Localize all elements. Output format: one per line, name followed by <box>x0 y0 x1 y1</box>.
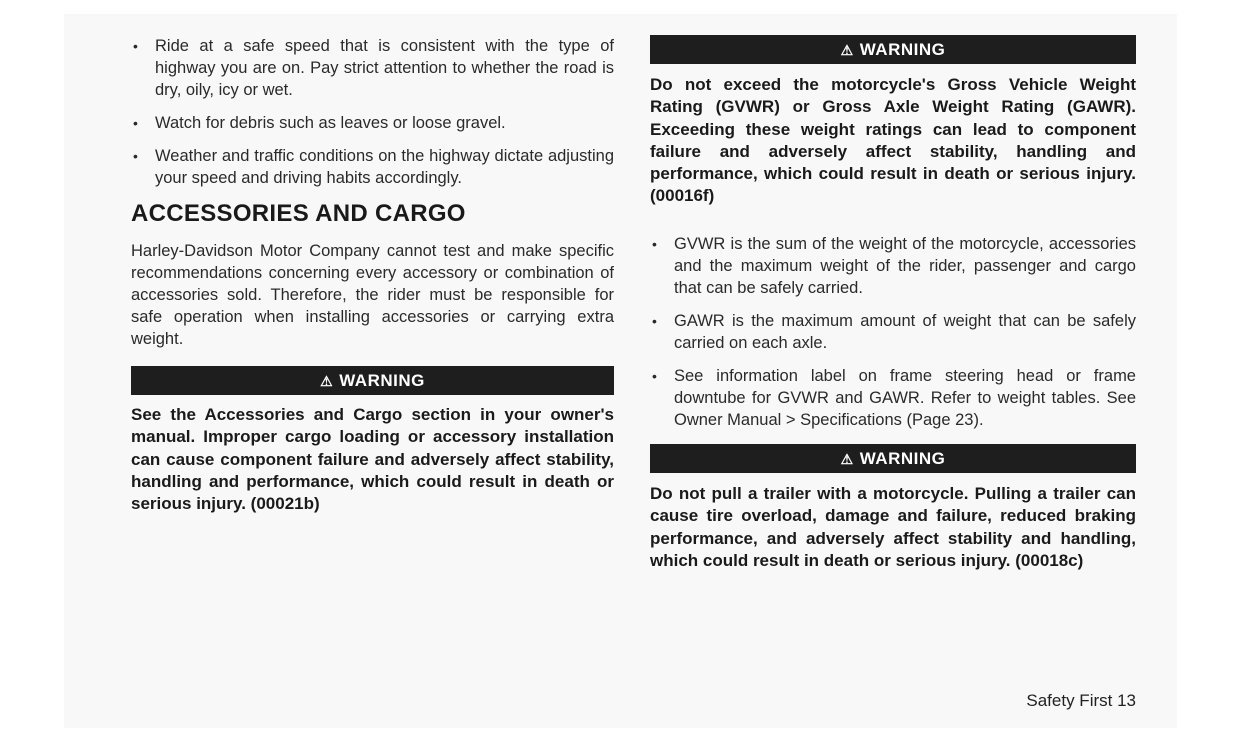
weight-rating-list <box>650 233 1136 431</box>
warning-banner <box>650 35 1136 64</box>
warning-banner <box>650 444 1136 473</box>
warning-text: Do not exceed the motorcycle's Gross Vehicle Weight Rating (GVWR) or Gross Axle Weight Rating (GAWR). Exceeding these weight ratings can lead to component failure and adversely affect stability, handling and performance, which could result in death or serious injury. (00016f) <box>650 75 1136 206</box>
list-item: • GAWR is the maximum amount of weight that can be safely carried on each axle. <box>650 310 1136 354</box>
page-footer: Safety First 13 <box>1026 691 1136 710</box>
list-item: • See information label on frame steering head or frame downtube for GVWR and GAWR. Refer to weight tables. See Owner Manual > Specifications (Page 23). <box>650 365 1136 431</box>
riding-tips-list <box>131 35 614 189</box>
accessories-paragraph: Harley-Davidson Motor Company cannot test and make specific recommendations concerning every accessory or combination of accessories sold. Therefore, the rider must be responsible for safe operation when installing accessories or carrying extra weight. <box>131 242 614 348</box>
warning-triangle-icon: ⚠ <box>320 373 334 389</box>
list-item: • Ride at a safe speed that is consistent with the type of highway you are on. Pay strict attention to whether the road is dry, oily, icy or wet. <box>131 35 614 101</box>
warning-triangle-icon: ⚠ <box>840 42 854 58</box>
warning-banner <box>131 366 614 395</box>
warning-text: See the Accessories and Cargo section in your owner's manual. Improper cargo loading or accessory installation can cause component failure and adversely affect stability, handling and performance, which could result in death or serious injury. (00021b) <box>131 405 614 514</box>
list-item: • Weather and traffic conditions on the highway dictate adjusting your speed and driving habits accordingly. <box>131 145 614 189</box>
list-item: • GVWR is the sum of the weight of the motorcycle, accessories and the maximum weight of the rider, passenger and cargo that can be safely carried. <box>650 233 1136 299</box>
warning-label: WARNING <box>859 40 946 59</box>
warning-triangle-icon: ⚠ <box>840 451 854 467</box>
section-heading: ACCESSORIES AND CARGO <box>131 200 466 227</box>
warning-label: WARNING <box>339 371 425 390</box>
list-item: • Watch for debris such as leaves or loose gravel. <box>131 112 614 134</box>
warning-text: Do not pull a trailer with a motorcycle. Pulling a trailer can cause tire overload, damage and failure, reduced braking performance, and adversely affect stability and handling, which could result in death or serious injury. (00018c) <box>650 484 1136 570</box>
warning-label: WARNING <box>859 449 946 468</box>
manual-page <box>64 14 1177 728</box>
